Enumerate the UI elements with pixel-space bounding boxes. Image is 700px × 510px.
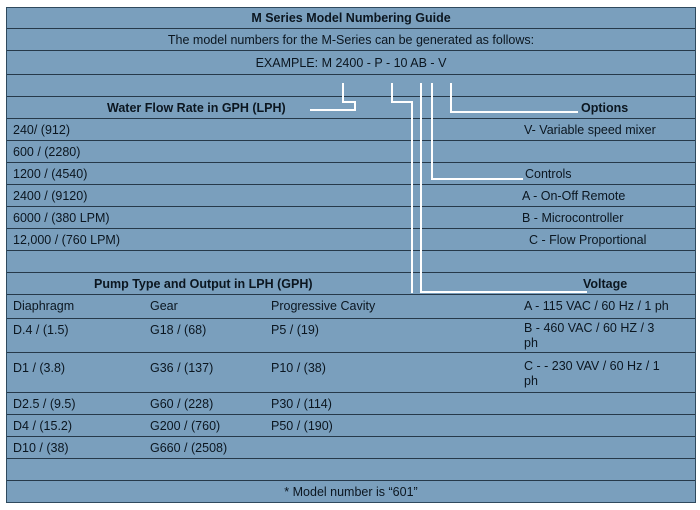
connector-line <box>391 101 413 103</box>
row-divider <box>7 414 695 415</box>
voltage-item-cont: ph <box>524 336 538 350</box>
pump-cell: P5 / (19) <box>271 323 319 337</box>
row-divider <box>7 140 695 141</box>
pump-cell: P10 / (38) <box>271 361 326 375</box>
controls-header: Controls <box>525 167 572 181</box>
connector-line <box>391 83 393 103</box>
page-title: M Series Model Numbering Guide <box>251 11 451 25</box>
row-divider <box>7 162 695 163</box>
row-divider <box>7 480 695 481</box>
pump-cell: P30 / (114) <box>271 397 332 411</box>
connector-line <box>431 178 523 180</box>
pump-cell: D10 / (38) <box>13 441 69 455</box>
pump-cell: D.4 / (1.5) <box>13 323 69 337</box>
pump-header: Pump Type and Output in LPH (GPH) <box>94 277 313 291</box>
control-item: B - Microcontroller <box>522 211 624 225</box>
row-divider <box>7 228 695 229</box>
flow-rate-item: 2400 / (9120) <box>13 189 88 203</box>
connector-line <box>420 83 422 293</box>
connector-line <box>310 109 356 111</box>
pump-column-header: Gear <box>150 299 178 313</box>
connector-line <box>420 291 587 293</box>
pump-cell: G60 / (228) <box>150 397 214 411</box>
pump-cell: D1 / (3.8) <box>13 361 66 375</box>
row-divider <box>7 294 695 295</box>
connector-line <box>342 83 344 103</box>
flow-rate-item: 240/ (912) <box>13 123 70 137</box>
row-divider <box>7 352 695 353</box>
voltage-item: B - 460 VAC / 60 HZ / 3 <box>524 321 655 335</box>
pump-cell: P50 / (190) <box>271 419 333 433</box>
pump-column-header: Progressive Cavity <box>271 299 376 313</box>
row-divider <box>7 28 695 29</box>
row-divider <box>7 250 695 251</box>
flow-header: Water Flow Rate in GPH (LPH) <box>107 101 286 115</box>
option-item: V- Variable speed mixer <box>524 123 656 137</box>
pump-cell: G660 / (2508) <box>150 441 228 455</box>
row-divider <box>7 318 695 319</box>
voltage-item: C - - 230 VAV / 60 Hz / 1 <box>524 359 660 373</box>
connector-line <box>411 101 413 293</box>
pump-cell: D2.5 / (9.5) <box>13 397 76 411</box>
pump-cell: G18 / (68) <box>150 323 207 337</box>
example-code: EXAMPLE: M 2400 - P - 10 AB - V <box>255 56 447 70</box>
control-item: A - On-Off Remote <box>522 189 626 203</box>
row-divider <box>7 272 695 273</box>
row-divider <box>7 392 695 393</box>
row-divider <box>7 206 695 207</box>
numbering-guide-table <box>6 7 696 503</box>
control-item: C - Flow Proportional <box>529 233 647 247</box>
voltage-item: A - 115 VAC / 60 Hz / 1 ph <box>524 299 669 313</box>
pump-cell: G200 / (760) <box>150 419 221 433</box>
row-divider <box>7 458 695 459</box>
row-divider <box>7 118 695 119</box>
row-divider <box>7 50 695 51</box>
voltage-header: Voltage <box>583 277 628 291</box>
pump-cell: D4 / (15.2) <box>13 419 73 433</box>
connector-line <box>450 83 452 113</box>
flow-rate-item: 600 / (2280) <box>13 145 81 159</box>
options-header: Options <box>581 101 629 115</box>
row-divider <box>7 184 695 185</box>
pump-cell: G36 / (137) <box>150 361 214 375</box>
page-subtitle: The model numbers for the M-Series can be generated as follows: <box>167 33 535 47</box>
flow-rate-item: 12,000 / (760 LPM) <box>13 233 121 247</box>
connector-line <box>431 83 433 180</box>
footnote: * Model number is “601” <box>284 485 418 499</box>
row-divider <box>7 74 695 75</box>
flow-rate-item: 1200 / (4540) <box>13 167 88 181</box>
flow-rate-item: 6000 / (380 LPM) <box>13 211 110 225</box>
connector-line <box>450 111 578 113</box>
pump-column-header: Diaphragm <box>13 299 75 313</box>
voltage-item-cont: ph <box>524 374 538 388</box>
row-divider <box>7 436 695 437</box>
row-divider <box>7 96 695 97</box>
